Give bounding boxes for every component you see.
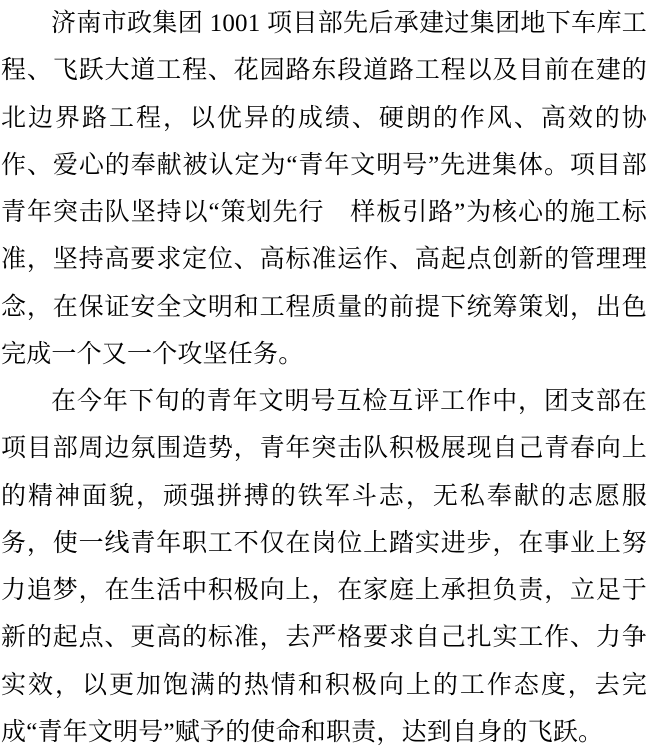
paragraph-project-intro: 济南市政集团 1001 项目部先后承建过集团地下车库工程、飞跃大道工程、花园路东段道路工程以及目前在建的北边界路工程，以优异的成绩、硬朗的作风、高效的协作、爱心的奉献被认定为“青年文明号”先进集体。项目部青年突击队坚持以“策划先行 样板引路”为核心的施工标准，坚持高要求定位、高标准运作、高起点创新的管理理念，在保证安全文明和工程质量的前提下统筹策划，出色完成一个又一个攻坚任务。 [1, 10, 647, 368]
paragraph-youth-review: 在今年下旬的青年文明号互检互评工作中，团支部在项目部周边氛围造势，青年突击队积极展现自己青春向上的精神面貌，顽强拼搏的铁军斗志，无私奉献的志愿服务，使一线青年职工不仅在岗位上踏实进步，在事业上努力追梦，在生活中积极向上，在家庭上承担负责，立足于新的起点、更高的标准，去严格要求自己扎实工作、力争实效，以更加饱满的热情和积极向上的工作态度，去完成“青年文明号”赋予的使命和职责，达到自身的飞跃。 [1, 388, 647, 746]
